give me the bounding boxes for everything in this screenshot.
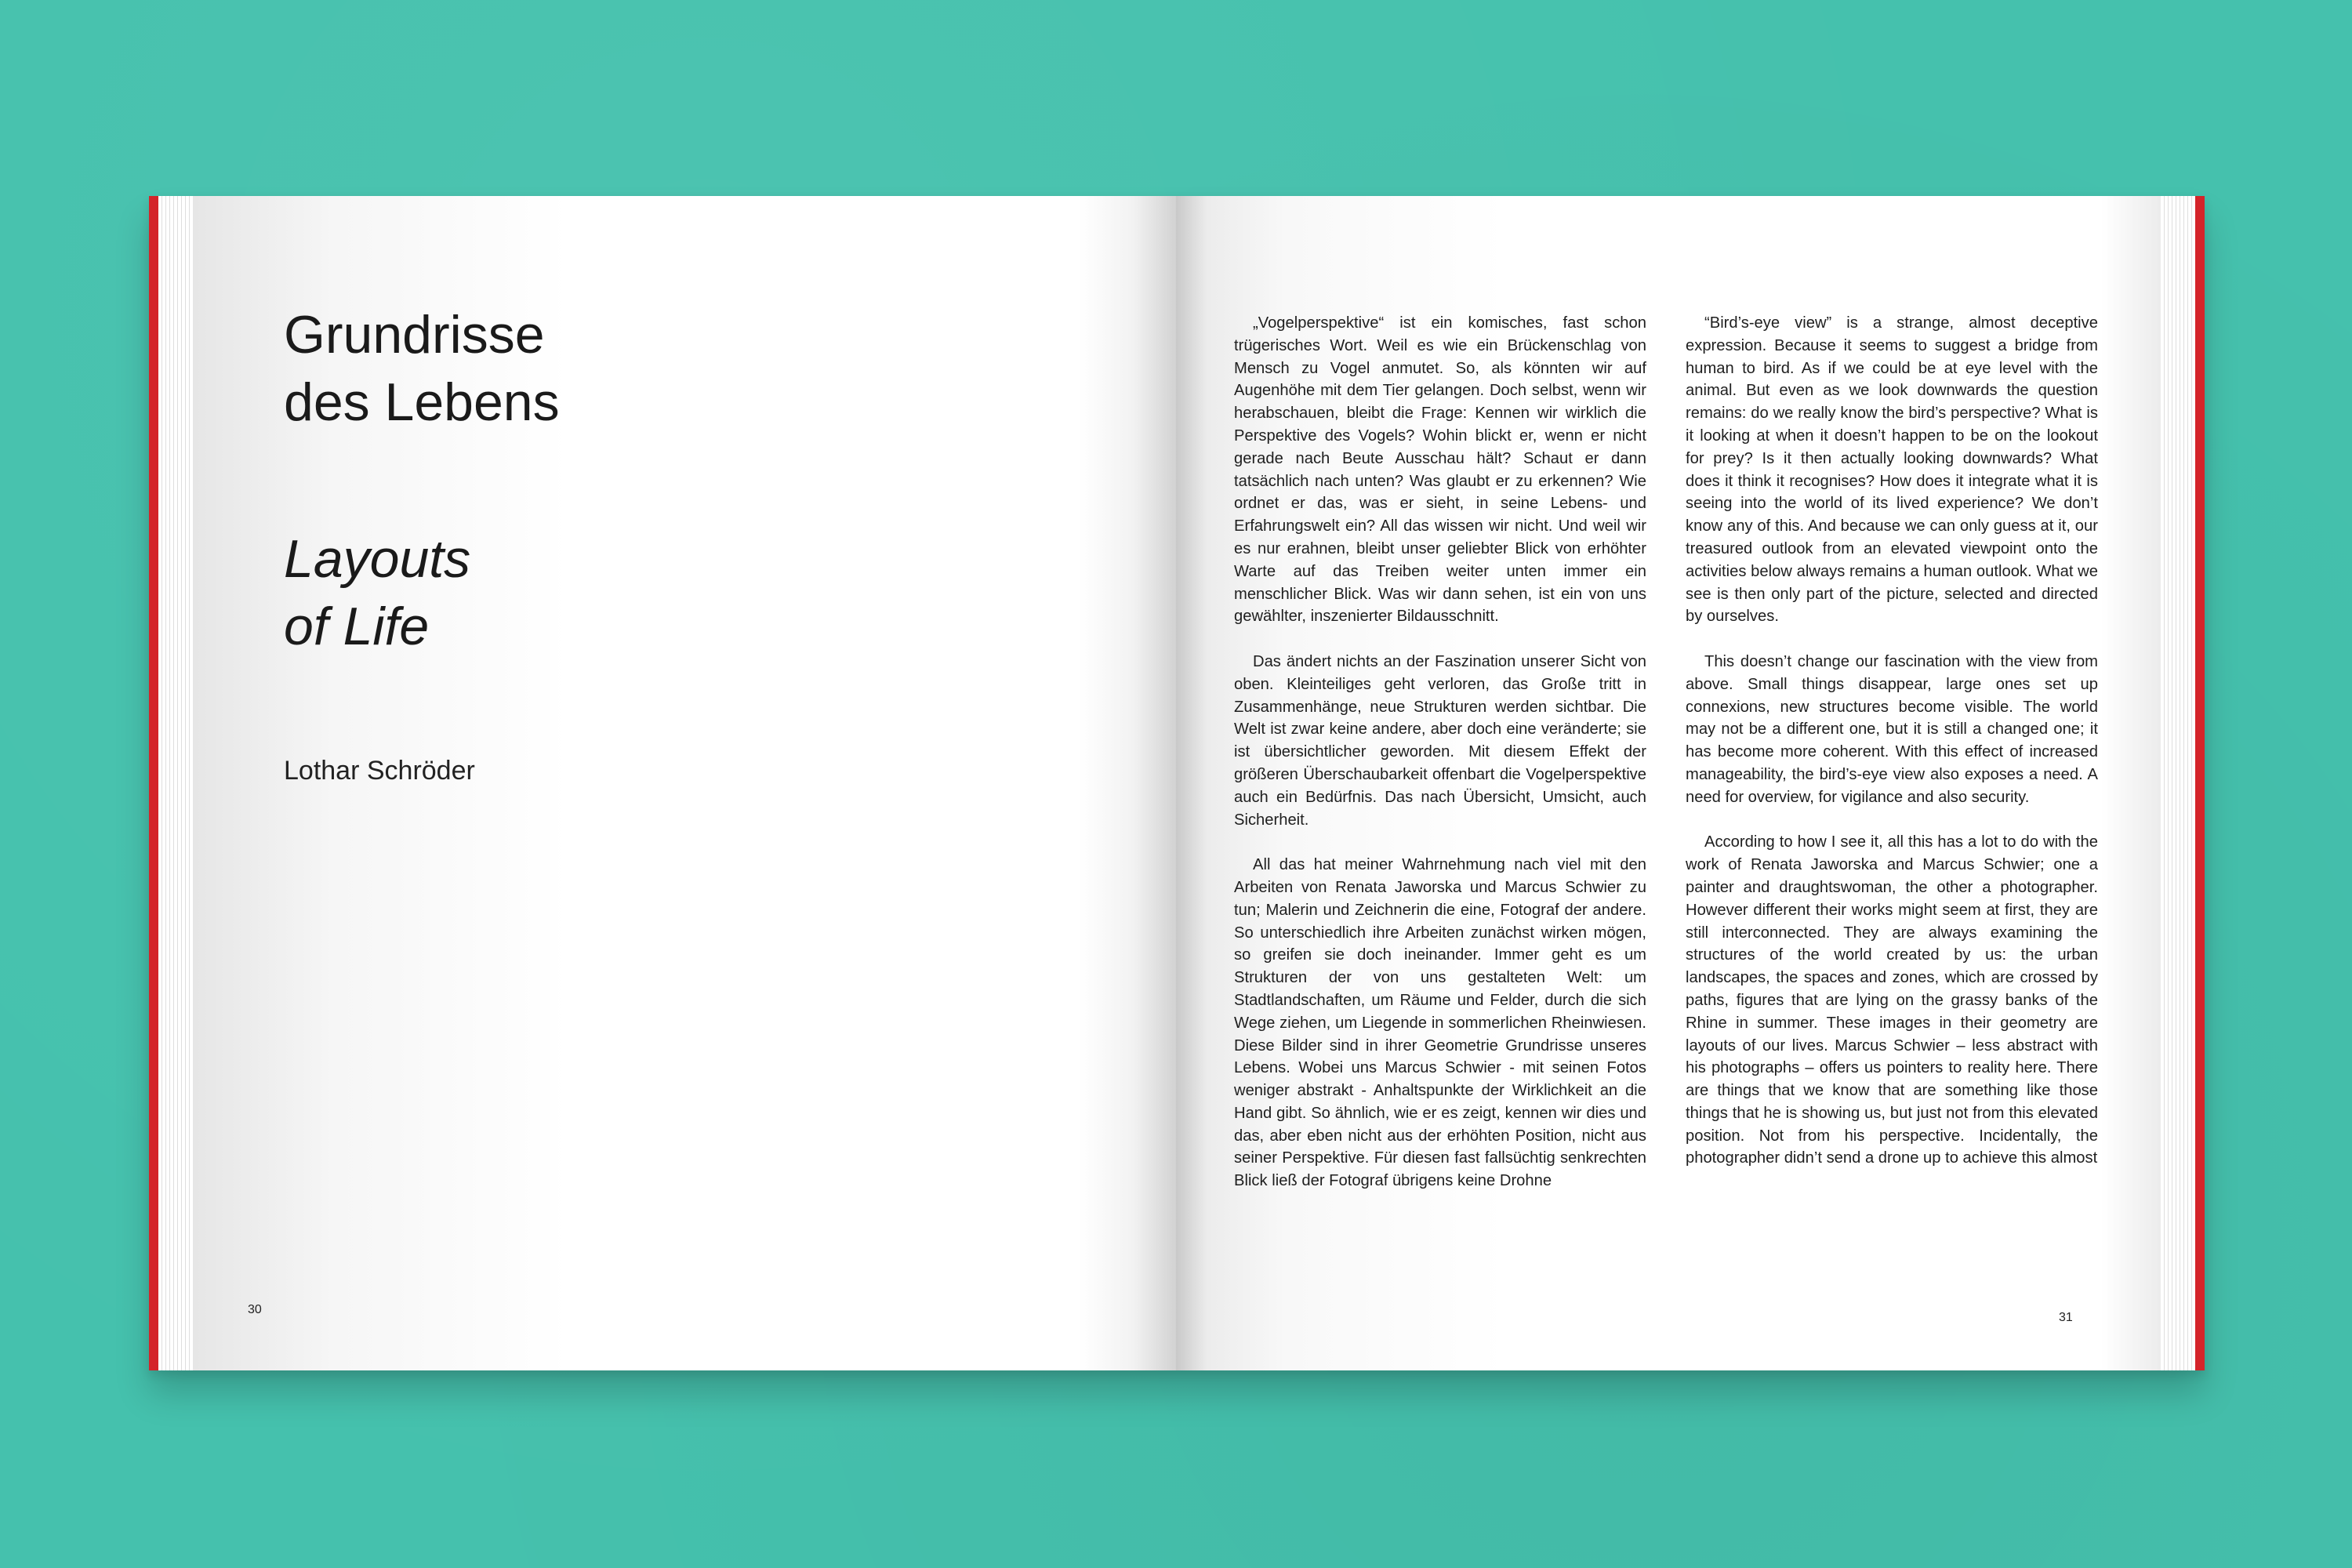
english-paragraph: “Bird’s-eye view” is a strange, almost deceptive expression. Because it seems to suggest a bridge from human to bird. As if we could be at eye level with the animal. But even as we look downwards the question remains: do we really know the bird’s perspective? What is it looking at when it doesn’t happen to be on the lookout for prey? Is it then actually looking downwards? What does it think it recognises? How does it integrate what it is seeing into the world of its lived experience? We don’t know any of this. And because we can only guess at it, our treasured outlook from an elevated viewpoint onto the activities below always remains a human outlook. What we see is then only part of the picture, selected and directed by ourselves. xyxy=(1686,314,2098,626)
title-german: Grundrisse des Lebens xyxy=(284,305,560,432)
right-page xyxy=(1176,196,2161,1370)
english-text-column xyxy=(1686,312,2098,1192)
german-paragraph: Das ändert nichts an der Faszination unserer Sicht von oben. Kleinteiliges geht verloren, das Große tritt in Zusammenhänge, neue Strukturen werden sichtbar. Die Welt ist zwar keine andere, aber doch eine veränderte; sie ist übersichtlicher geworden. Mit diesem Effekt der größeren Überschaubarkeit offenbart die Vogelperspektive auch ein Bedürfnis. Das nach Übersicht, Umsicht, auch Sicherheit. xyxy=(1234,652,1646,829)
cover-edge-right xyxy=(2195,196,2205,1370)
open-book xyxy=(149,196,2205,1370)
page-number-left: 30 xyxy=(248,1303,262,1316)
english-paragraph: This doesn’t change our fascination with the view from above. Small things disappear, large ones set up connexions, new structures become visible. The world may not be a different one, but it is still a changed one; it has become more coherent. With this effect of increased manageability, the bird’s-eye view also exposes a need. A need for overview, for vigilance and also security. xyxy=(1686,652,2098,806)
page-stack-right xyxy=(2161,196,2195,1370)
left-page xyxy=(193,196,1176,1370)
german-text-column xyxy=(1234,312,1646,1215)
german-paragraph: All das hat meiner Wahrnehmung nach viel mit den Arbeiten von Renata Jaworska und Marcus Schwier zu tun; Malerin und Zeichnerin die eine, Fotograf der andere. So unterschiedlich ihre Arbeiten zunächst wirken mögen, so greifen sie doch ineinander. Immer geht es um Strukturen der von uns gestalteten Welt: um Stadtlandschaften, um Räume und Felder, durch die sich Wege ziehen, um Liegende in sommerlichen Rheinwiesen. Diese Bilder sind in ihrer Geometrie Grundrisse unseres Lebens. Wobei uns Marcus Schwier - mit seinen Fotos weniger abstrakt - Anhaltspunkte der Wirklichkeit an die Hand gibt. So ähnlich, wie er es zeigt, kennen wir dies und das, aber eben nicht aus der erhöhten Position, nicht aus seiner Perspektive. Für diesen fast fallsüchtig senkrechten Blick ließ der Fotograf übrigens keine Drohne xyxy=(1234,856,1646,1190)
german-paragraph: „Vogelperspektive“ ist ein komisches, fast schon trügerisches Wort. Weil es wie ein Brückenschlag von Mensch zu Vogel anmutet. So, als könnten wir auf Augenhöhe mit dem Tier gelangen. Doch selbst, wenn wir herabschauen, bleibt die Frage: Kennen wir wirklich die Perspektive des Vogels? Wohin blickt er, wenn er nicht gerade nach Beute Ausschau hält? Schaut er dann tatsächlich nach unten? Was glaubt er zu erkennen? Wie ordnet er das, was er sieht, in seine Lebens- und Erfahrungswelt ein? All das wissen wir nicht. Und weil wir es nur erahnen, bleibt unser geliebter Blick von erhöhter Warte auf das Treiben weiter unten immer ein menschlicher Blick. Was wir dann sehen, ist ein von uns gewählter, inszenierter Bildausschnitt. xyxy=(1234,314,1646,626)
english-paragraph: According to how I see it, all this has a lot to do with the work of Renata Jaworska and Marcus Schwier; one a painter and draughtswoman, the other a photographer. However different their works might seem at first, they are still interconnected. They are always examining the structures of the world created by us: the urban landscapes, the spaces and zones, which are crossed by paths, figures that are lying on the grassy banks of the Rhine in summer. These images in their geometry are layouts of our lives. Marcus Schwier – less abstract with his photographs – offers us pointers to reality here. There are things that we know that are something like those things that he is showing us, but just not from this elevated position. Not from his perspective. Incidentally, the photographer didn’t send a drone up to achieve this almost xyxy=(1686,833,2098,1167)
page-number-right: 31 xyxy=(2059,1311,2073,1324)
author-name: Lothar Schröder xyxy=(284,756,475,786)
cover-edge-left xyxy=(149,196,158,1370)
page-stack-left xyxy=(158,196,193,1370)
title-english: Layouts of Life xyxy=(284,529,471,656)
